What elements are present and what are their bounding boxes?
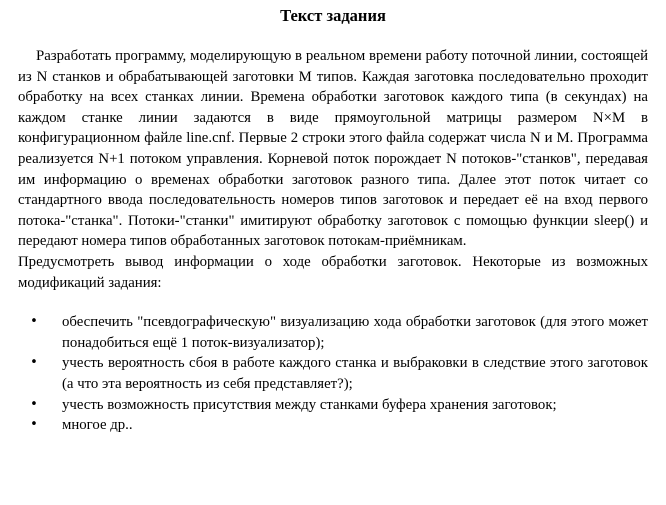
- output-paragraph: Предусмотреть вывод информации о ходе обработки заготовок. Некоторые из возможных модификаций задания:: [18, 253, 648, 291]
- list-item-text: обеспечить "псевдографическую" визуализацию хода обработки заготовок (для этого может понадобиться ещё 1 поток-визуализатор);: [62, 314, 648, 351]
- bullet-icon: •: [30, 314, 38, 330]
- document-title: Текст задания: [280, 6, 386, 25]
- task-paragraph: Разработать программу, моделирующую в реальном времени работу поточной линии, состоящей из N станков и обрабатывающей заготовки M типов. Каждая заготовка последовательно проходит обработку на всех станках линии. Времена обработки заготовок каждого типа (в секундах) на каждом станке линии задаются в виде прямоугольной матрицы размером N×M в конфигурационном файле line.cnf. Первые 2 строки этого файла содержат числа N и M. Программа реализуется N+1 потоком управления. Корневой поток порождает N потоков-"станков", передавая им информацию о временах обработки заготовок разного типа. Далее этот поток читает со стандартного ввода последовательность номеров типов заготовок и передает её на вход первого потока-"станка". Потоки-"станки" имитируют обработку заготовок с помощью функции sleep() и передают номера типов обработанных заготовок потокам-приёмникам.: [18, 48, 648, 250]
- bullet-icon: •: [30, 355, 38, 371]
- list-item: [18, 353, 648, 394]
- modifications-list: [18, 312, 648, 436]
- list-item: [18, 312, 648, 353]
- list-item-text: учесть возможность присутствия между станками буфера хранения заготовок;: [62, 396, 557, 413]
- bullet-icon: •: [30, 417, 38, 433]
- list-item: [18, 415, 648, 436]
- bullet-icon: •: [30, 396, 38, 412]
- list-item-text: учесть вероятность сбоя в работе каждого станка и выбраковки в следствие этого заготовок (а что эта вероятность из себя представляет?);: [62, 355, 648, 392]
- list-item: [18, 395, 648, 416]
- list-item-text: многое др..: [62, 417, 133, 434]
